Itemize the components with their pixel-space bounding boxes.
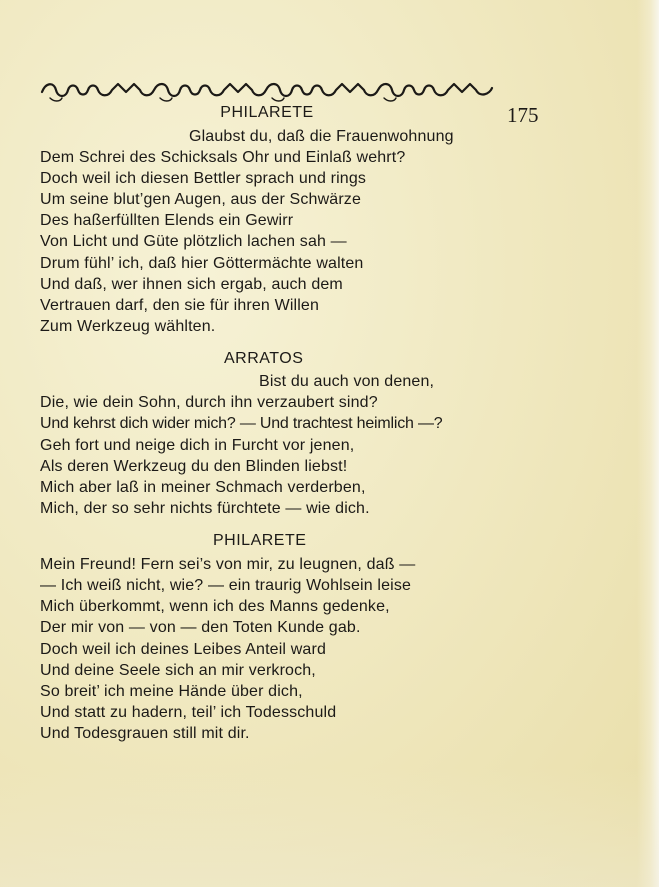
page-edge-shadow xyxy=(637,0,659,887)
verse-line: Mich, der so sehr nichts fürchtete — wie dich. xyxy=(40,500,370,517)
speaker-name-arratos: ARRATOS xyxy=(224,350,304,367)
verse-line: Doch weil ich deines Leibes Anteil ward xyxy=(40,641,327,658)
verse-line: Mein Freund! Fern sei’s von mir, zu leugnen, daß — xyxy=(40,556,416,573)
verse-line: Doch weil ich diesen Bettler sprach und rings xyxy=(40,170,367,187)
verse-line: Des haßerfüllten Elends ein Gewirr xyxy=(40,212,294,229)
verse-line: Vertrauen darf, den sie für ihren Willen xyxy=(40,297,320,314)
verse-line: Und statt zu hadern, teil’ ich Todesschuld xyxy=(40,704,337,721)
decorative-scroll-border-icon xyxy=(40,80,496,104)
verse-line: Und Todesgrauen still mit dir. xyxy=(40,725,250,742)
verse-line: Geh fort und neige dich in Furcht vor jenen, xyxy=(40,437,355,454)
verse-line: Drum fühl’ ich, daß hier Göttermächte walten xyxy=(40,255,364,272)
verse-line: Der mir von — von — den Toten Kunde gab. xyxy=(40,619,361,636)
verse-line: Glaubst du, daß die Frauenwohnung xyxy=(189,128,454,145)
verse-line: Zum Werkzeug wählten. xyxy=(40,318,216,335)
verse-line: So breit’ ich meine Hände über dich, xyxy=(40,683,303,700)
verse-line: Um seine blut’gen Augen, aus der Schwärze xyxy=(40,191,362,208)
verse-line: Und daß, wer ihnen sich ergab, auch dem xyxy=(40,276,343,293)
page-number: 175 xyxy=(507,103,539,127)
speaker-name-philarete: PHILARETE xyxy=(213,532,307,549)
verse-line: — Ich weiß nicht, wie? — ein traurig Wohlsein leise xyxy=(40,577,412,594)
verse-line: Als deren Werkzeug du den Blinden liebst! xyxy=(40,458,348,475)
verse-line: Dem Schrei des Schicksals Ohr und Einlaß wehrt? xyxy=(40,149,406,166)
verse-line: Von Licht und Güte plötzlich lachen sah — xyxy=(40,233,347,250)
verse-line: Bist du auch von denen, xyxy=(259,373,435,390)
running-title: PHILARETE xyxy=(220,104,314,121)
page-bottom-shading xyxy=(0,767,659,887)
verse-line: Mich aber laß in meiner Schmach verderben, xyxy=(40,479,366,496)
verse-line: Die, wie dein Sohn, durch ihn verzaubert sind? xyxy=(40,394,378,411)
verse-line: Mich überkommt, wenn ich des Manns gedenke, xyxy=(40,598,390,615)
verse-line: Und kehrst dich wider mich? — Und trachtest heimlich —? xyxy=(40,415,443,432)
verse-line: Und deine Seele sich an mir verkroch, xyxy=(40,662,316,679)
